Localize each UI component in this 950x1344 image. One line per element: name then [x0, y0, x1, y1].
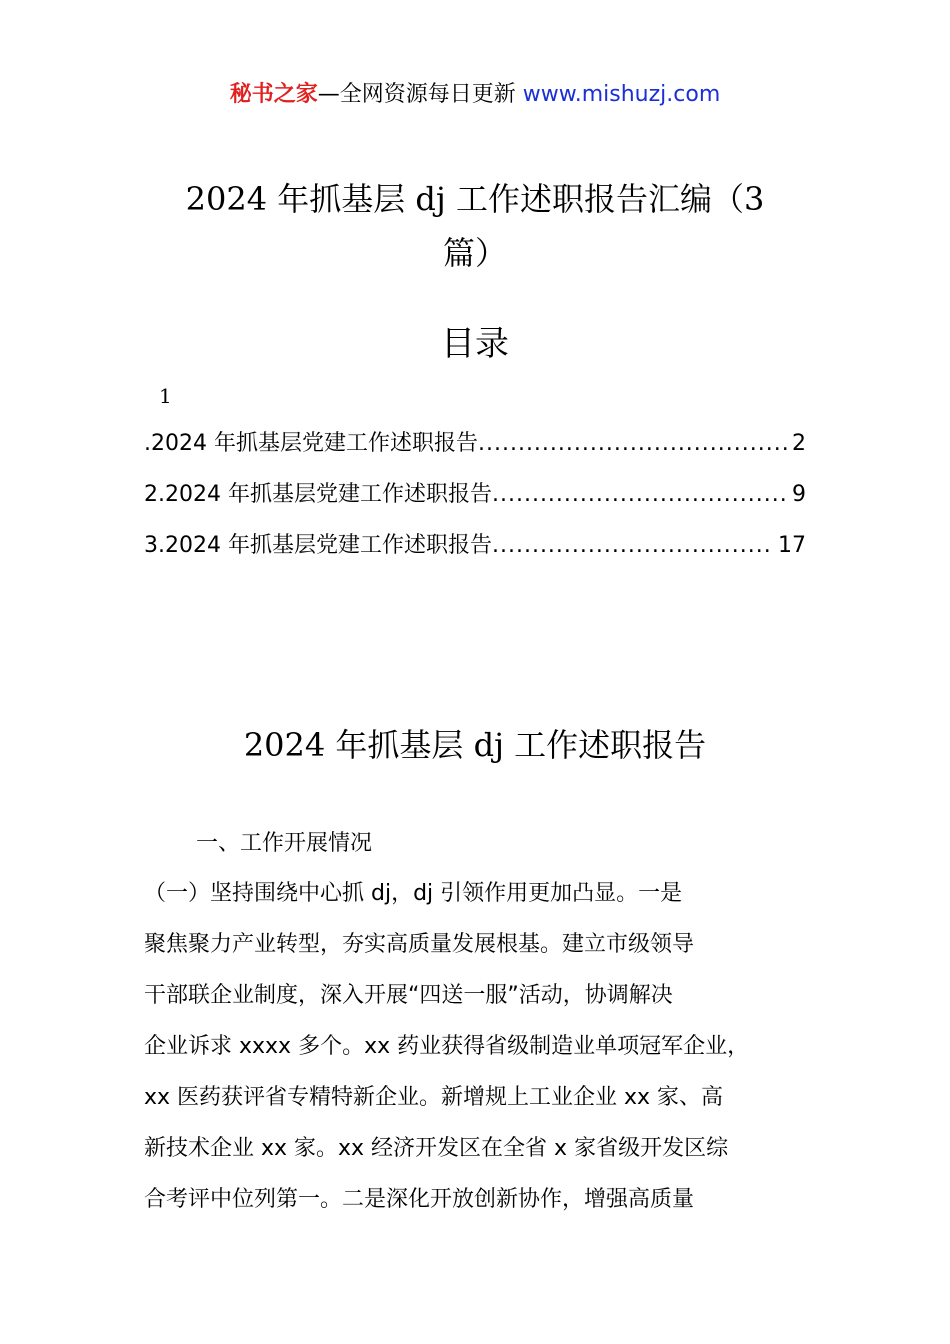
- section-title: 2024 年抓基层 dj 工作述职报告: [243, 726, 707, 764]
- toc-entry-label: 2.2024 年抓基层党建工作述职报告: [144, 482, 492, 507]
- toc-entry[interactable]: [144, 526, 806, 577]
- site-url-link[interactable]: www.mishuzj.com: [522, 82, 721, 107]
- title-line-2: 篇）: [442, 234, 507, 272]
- toc-entry[interactable]: [144, 424, 806, 475]
- paragraph-line: xx 医药获评省专精特新企业。新增规上工业企业 xx 家、高: [144, 1085, 724, 1110]
- toc-entry-page: 9: [792, 482, 806, 507]
- toc-dot-leader: [478, 424, 788, 464]
- toc-dot-leader: [492, 475, 788, 515]
- brand-name: 秘书之家: [229, 82, 318, 107]
- toc-dot-leader: [492, 526, 774, 566]
- body-paragraph: [144, 868, 749, 1225]
- title-line-1: 2024 年抓基层 dj 工作述职报告汇编（3: [185, 180, 765, 218]
- toc-entry-label: .2024 年抓基层党建工作述职报告: [144, 431, 478, 456]
- table-of-contents: [144, 424, 806, 577]
- toc-heading: 目录: [441, 324, 509, 364]
- paragraph-line: 聚焦聚力产业转型，夯实高质量发展根基。建立市级领导: [144, 932, 695, 957]
- paragraph-line: 企业诉求 xxxx 多个。xx 药业获得省级制造业单项冠军企业，: [144, 1034, 750, 1059]
- toc-entry-page: 2: [792, 431, 806, 456]
- toc-stray-number: 1: [159, 384, 172, 408]
- header-tagline: —全网资源每日更新: [317, 82, 516, 107]
- toc-entry[interactable]: [144, 475, 806, 526]
- toc-entry-label: 3.2024 年抓基层党建工作述职报告: [144, 533, 492, 558]
- site-header: [0, 80, 950, 110]
- section-heading: 一、工作开展情况: [196, 831, 373, 856]
- paragraph-line: 新技术企业 xx 家。xx 经济开发区在全省 x 家省级开发区综: [144, 1136, 729, 1161]
- paragraph-line: 干部联企业制度，深入开展“四送一服”活动，协调解决: [144, 983, 673, 1008]
- paragraph-line: （一）坚持围绕中心抓 dj，dj 引领作用更加凸显。一是: [144, 881, 683, 906]
- toc-entry-page: 17: [778, 533, 806, 558]
- document-title: [150, 172, 800, 280]
- paragraph-line: 合考评中位列第一。二是深化开放创新协作，增强高质量: [144, 1187, 695, 1212]
